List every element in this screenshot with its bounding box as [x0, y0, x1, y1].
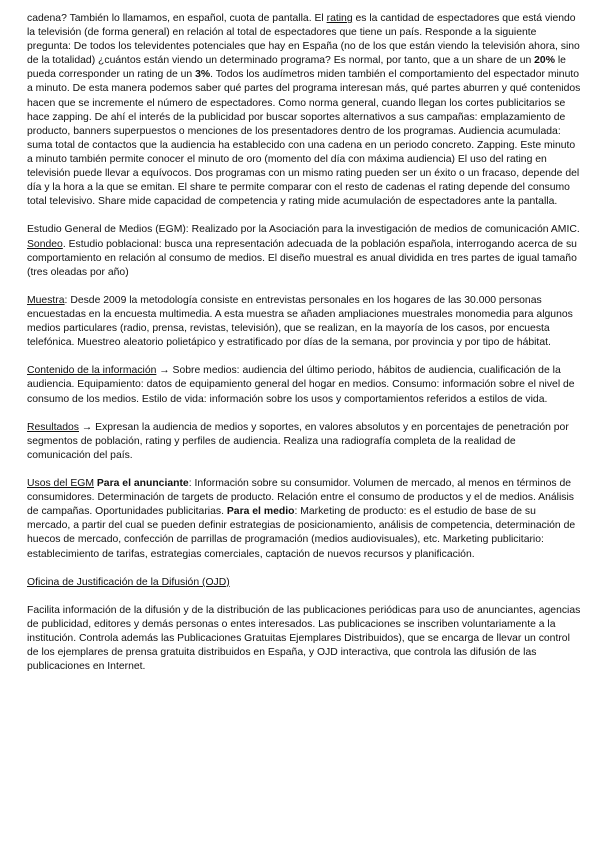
muestra-link[interactable]: Muestra: [27, 294, 65, 306]
contenido-link[interactable]: Contenido de la información: [27, 365, 157, 377]
rating-link[interactable]: rating: [326, 13, 353, 24]
sondeo-link[interactable]: Sondeo: [27, 238, 63, 250]
ojd-paragraph: Facilita información de la difusión y de la distribución de las publicaciones periódicas para uso de anunciantes, agencias de publicidad, editores y demás personas o entes interesados. Las publicaciones se inscriben voluntariamente a la institución. Controla además las Publicaciones Gratuitas Ejemplares Distribuidos), que se encarga de llevar un control de los ejemplares de prensa gratuita distribuidos en España, y OJD interactiva, que controla las difusión de las publicaciones en Internet.: [27, 604, 581, 673]
contenido-paragraph: Contenido de la información → Sobre medios: audiencia del último periodo, hábitos de audiencia, cualificación de la audiencia. Equipamiento: datos de equipamiento general del hogar en medios. Consumo: información sobre el nivel de consumo de los medios. Estilo de vida: información sobre los usos y comportamientos referidos a estilos de vida.: [27, 365, 575, 405]
para-medio-label: Para el medio: [226, 506, 295, 518]
egm-paragraph: Estudio General de Medios (EGM): Realizado por la Asociación para la investigación de medios de comunicación AMIC. Sondeo. Estudio poblacional: busca una representación adecuada de la población española, interrogando acerca de su comportamiento en relación al consumo de medios. El diseño muestral es anual dividida en tres partes de igual tamaño (tres oleadas por año): [27, 224, 580, 278]
usos-egm-link[interactable]: Usos del EGM: [27, 478, 94, 490]
resultados-link[interactable]: Resultados: [27, 421, 79, 433]
rating-3-percent: 3%: [195, 69, 211, 81]
intro-paragraph: cadena? También lo llamamos, en español, cuota de pantalla. El rating es la cantidad de espectadores que está viendo la televisión (de forma general) en relación al total de espectadores que tiene un país. Responde a la siguiente pregunta: De todos los televidentes potenciales que hay en España (no de los que están viendo la televisión ahora, sino de la totalidad) ¿cuántos están viendo un determinado programa? Es normal, por tanto, que a un share de un 20% le pueda corresponder un rating de un 3%. Todos los audímetros miden también el comportamiento del espectador minuto a minuto. De esta manera podemos saber qué partes del programa interesan más, qué partes aburren y qué contenidos hacen que se incremente el número de espectadores. Como norma general, cuando llegan los cortes publicitarios se hace zapping. De ahí el interés de la publicidad por buscar soportes alternativos a sus campañas: emplazamiento de producto, banners superpuestos o menciones de los presentadores dentro de los programas. Audiencia acumulada: suma total de contactos que la audiencia ha establecido con una cadena en un periodo concreto. Zapping. Este minuto a minuto también permite conocer el minuto de oro (momento del día con máxima audiencia) El uso del rating en televisión puede llevar a equívocos. Dos programas con un mismo rating pueden ser un éxito o un fracaso, depende del día y la hora a la que se emitan. El share te permite comparar con el resto de cadenas el rating depende del consumo total televisivo. Share mide capacidad de competencia y rating mide acumulación de espectadores ante la pantalla.: [27, 13, 581, 208]
para-anunciante-label: Para el anunciante: [96, 478, 189, 490]
share-20-percent: 20%: [534, 55, 555, 67]
resultados-paragraph: Resultados → Expresan la audiencia de medios y soportes, en valores absolutos y en porcentajes de penetración por segmentos de población, rating y perfiles de audiencia. Realiza una radiografía completa de la realidad de comunicación del país.: [27, 421, 569, 461]
usos-paragraph: Usos del EGM Para el anunciante: Información sobre su consumidor. Volumen de mercado, al menos en términos de consumidores. Determinación de targets de producto. Relación entre el consumo de productos y el de medios. Análisis de campañas. Oportunidades publicitarias. Para el medio: Marketing de producto: es el estudio de base de su mercado, a partir del cual se pueden definir estrategias de posicionamiento, análisis de competencia, determinación de huecos de mercado, confección de parrillas de programación (medios audiovisuales), etc. Marketing publicitario: establecimiento de tarifas, estrategias comerciales, captación de nuevos recursos y planificación.: [27, 478, 576, 560]
ojd-heading[interactable]: Oficina de Justificación de la Difusión (OJD): [27, 576, 230, 588]
muestra-paragraph: Muestra: Desde 2009 la metodología consiste en entrevistas personales en los hogares de las 30.000 personas encuestadas en la encuesta multimedia. A esta muestra se añaden ampliaciones muestrales monomedia para algunos medios particulares (radio, prensa, revistas, televisión), que se realizan, en la mayoría de los casos, por encuesta telefónica. Muestreo aleatorio polietápico y estratificado por días de la semana, por provincia y por tipo de hábitat.: [27, 294, 573, 349]
document-page: [27, 12, 582, 674]
